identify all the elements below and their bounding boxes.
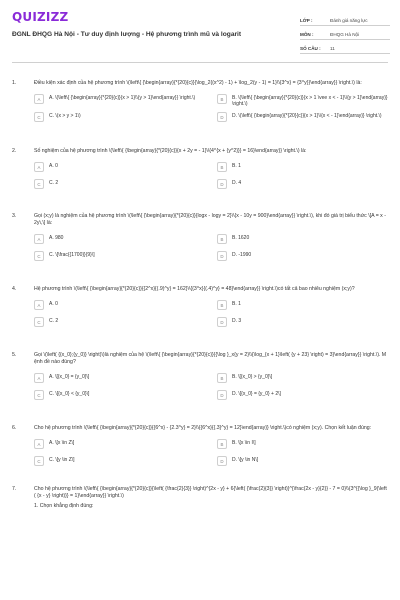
option-letter-box: B <box>217 300 227 310</box>
header-divider <box>12 62 388 63</box>
question-3 <box>12 213 388 263</box>
answer-option-c[interactable] <box>34 390 205 402</box>
question-subprompt: 1. Chọn khẳng định đúng: <box>34 503 94 510</box>
question-7 <box>12 486 388 510</box>
option-text: A. \(\left\{ {\begin{array}{*{20}{c}}{x > 1}\\{y > 1}\end{array}} \right.\) <box>49 94 196 101</box>
meta-row-subject <box>300 26 390 40</box>
meta-row-class <box>300 12 390 26</box>
question-text: Gọi (x;y) là nghiệm của hệ phương trình \(\left\{ {\begin{array}{*{20}{c}}{logx - logy = 2}\\{x - 10y = 900}\end{array}} \right.\), khi đó giá trị biểu thức \[A = x - 2y\,\] là: <box>34 213 386 227</box>
option-text: C. \[y \in Z\] <box>49 456 75 463</box>
answer-option-b[interactable] <box>217 439 388 451</box>
question-list <box>12 80 388 510</box>
question-4 <box>12 286 388 329</box>
question-number: 2. <box>12 148 17 155</box>
answer-options <box>34 162 388 191</box>
question-text: Hệ phương trình \(\left\{ {\begin{array}{*{20}{c}}{{2^x}{(.9)^y} = 162}\\{{3^x}{(.4)^y} = 48}\end{array}} \right.\)có tất cả bao nhiêu nghiệm (x;y)? <box>34 286 355 293</box>
option-letter-box: C <box>34 456 44 466</box>
option-letter-box: A <box>34 234 44 244</box>
question-number: 5. <box>12 352 17 359</box>
meta-row-question-count <box>300 40 390 54</box>
answer-option-a[interactable] <box>34 234 205 246</box>
question-text: Điều kiện xác định của hệ phương trình \(\left\{ {\begin{array}{*{20}{c}}{\log_2{(x^2) - 1) + \log_2(y - 1) = 1}\\{3^x} = {3^y}}\end{array}} \right.\) là: <box>34 80 362 86</box>
option-text: A. 0 <box>49 300 58 307</box>
option-text: A. \[{x_0} = {y_0}\] <box>49 373 90 380</box>
option-letter-box: B <box>217 94 227 104</box>
answer-option-d[interactable] <box>217 390 388 402</box>
option-text: B. 1620 <box>232 234 250 241</box>
option-text: C. \(x > y > 1\) <box>49 112 81 119</box>
option-text: C. \[\frac{{1700}}{9}\] <box>49 251 95 258</box>
answer-option-c[interactable] <box>34 112 205 124</box>
option-text: D. \[{x_0} = {y_0} + 2\] <box>232 390 281 397</box>
answer-option-c[interactable] <box>34 456 205 468</box>
answer-option-a[interactable] <box>34 300 205 312</box>
option-letter-box: D <box>217 456 227 466</box>
answer-option-b[interactable] <box>217 162 388 174</box>
meta-value: Đánh giá năng lực <box>330 18 368 23</box>
option-letter-box: B <box>217 373 227 383</box>
option-text: D. 4 <box>232 179 242 186</box>
answer-options <box>34 300 388 329</box>
question-2 <box>12 148 388 191</box>
answer-options <box>34 439 388 468</box>
option-letter-box: D <box>217 317 227 327</box>
answer-option-b[interactable] <box>217 234 388 246</box>
answer-option-b[interactable] <box>217 373 388 385</box>
option-letter-box: C <box>34 251 44 261</box>
document-title: ĐGNL ĐHQG Hà Nội - Tư duy định lượng - Hệ phương trình mũ và logarit <box>12 31 242 38</box>
answer-options <box>34 373 388 402</box>
question-number: 3. <box>12 213 17 220</box>
option-text: D. 3 <box>232 317 242 324</box>
option-text: C. 2 <box>49 317 59 324</box>
question-number: 6. <box>12 425 17 432</box>
answer-option-c[interactable] <box>34 251 205 263</box>
answer-option-b[interactable] <box>217 94 388 107</box>
answer-option-c[interactable] <box>34 179 205 191</box>
answer-option-a[interactable] <box>34 162 205 174</box>
option-letter-box: C <box>34 317 44 327</box>
answer-option-a[interactable] <box>34 94 205 107</box>
answer-option-b[interactable] <box>217 300 388 312</box>
question-text: Cho hệ phương trình \(\left\{ {\begin{array}{*{20}{c}}{\left( {\frac{2}{3}} \right)^{2x - y} + 6{\left( {\frac{2}{3}} \right)}^{\frac{2x - y}{2}} - 7 = 0}\\{3^{{\log }_9(\left( {x - y} \right)}} = 1}\end{array}} \right.\) <box>34 486 387 500</box>
option-text: B. 1 <box>232 300 241 307</box>
question-5 <box>12 352 388 402</box>
option-text: B. \[x \in I\] <box>232 439 256 446</box>
option-text: A. 980 <box>49 234 64 241</box>
option-text: C. \[{x_0} < {y_0}\] <box>49 390 90 397</box>
question-text: Cho hệ phương trình \(\left\{ {\begin{array}{*{20}{c}}{{6^x} - {2.3^y} = 2}\\{{6^x}{{.3}^y} = 12}\end{array}} \right.\)có nghiệm (x;y). Chọn kết luận đúng: <box>34 425 372 432</box>
option-text: C. 2 <box>49 179 59 186</box>
answer-option-d[interactable] <box>217 317 388 329</box>
question-number: 7. <box>12 486 17 493</box>
meta-value: ĐHQG Hà Nội <box>330 32 360 37</box>
option-letter-box: C <box>34 112 44 122</box>
option-letter-box: D <box>217 179 227 189</box>
option-letter-box: B <box>217 162 227 172</box>
answer-option-d[interactable] <box>217 251 388 263</box>
answer-options <box>34 234 388 263</box>
option-letter-box: A <box>34 439 44 449</box>
option-letter-box: C <box>34 179 44 189</box>
question-number: 1. <box>12 80 17 86</box>
option-letter-box: B <box>217 439 227 449</box>
option-letter-box: A <box>34 94 44 104</box>
meta-key: MÔN : <box>300 32 314 37</box>
option-letter-box: B <box>217 234 227 244</box>
answer-option-a[interactable] <box>34 373 205 385</box>
answer-options <box>34 94 388 124</box>
option-text: D. \[y \in N\] <box>232 456 259 463</box>
option-letter-box: C <box>34 390 44 400</box>
answer-option-c[interactable] <box>34 317 205 329</box>
option-letter-box: A <box>34 373 44 383</box>
answer-option-d[interactable] <box>217 112 388 124</box>
question-text: Số nghiệm của hệ phương trình \(\left\{ {\begin{array}{*{20}{c}}{x + 2y = - 1}\\{4^{x + {y^2}}} = 16}\end{array}} \right.\) là: <box>34 148 307 155</box>
answer-option-a[interactable] <box>34 439 205 451</box>
option-text: A. 0 <box>49 162 58 169</box>
question-text: Gọi \(\left( {{x_0};{y_0}} \right)\)là nghiệm của hệ \(\left\{ {\begin{array}{*{20}{c}}{{\log }_x{y = 2}\\{\log_{x + 1}\left( {y + 23} \right) = 3}\end{array}} \right.\). Mệnh đề nào đúng? <box>34 352 387 366</box>
option-text: B. \(\left\{ {\begin{array}{*{20}{c}}{x > 1 \vee x < - 1}\\{y > 1}\end{array}} \right.\) <box>232 94 388 107</box>
question-6 <box>12 425 388 468</box>
quizizz-logo: QUIZIZZ <box>12 10 69 24</box>
option-letter-box: A <box>34 162 44 172</box>
meta-key: SỐ CÂU : <box>300 46 321 51</box>
option-text: B. \[{x_0} > {y_0}\] <box>232 373 273 380</box>
option-text: D. \(\left\{ {\begin{array}{*{20}{c}}{x > 1}\\{x < - 1}\end{array}} \right.\) <box>232 112 382 119</box>
option-letter-box: D <box>217 112 227 122</box>
question-1 <box>12 80 388 124</box>
answer-option-d[interactable] <box>217 456 388 468</box>
option-letter-box: D <box>217 251 227 261</box>
option-letter-box: A <box>34 300 44 310</box>
worksheet-meta-table <box>300 12 390 54</box>
option-letter-box: D <box>217 390 227 400</box>
meta-value: 11 <box>330 46 335 51</box>
meta-key: LỚP : <box>300 18 313 23</box>
question-number: 4. <box>12 286 17 293</box>
option-text: D. -1990 <box>232 251 252 258</box>
answer-option-d[interactable] <box>217 179 388 191</box>
option-text: A. \[x \in Z\] <box>49 439 75 446</box>
option-text: B. 1 <box>232 162 241 169</box>
